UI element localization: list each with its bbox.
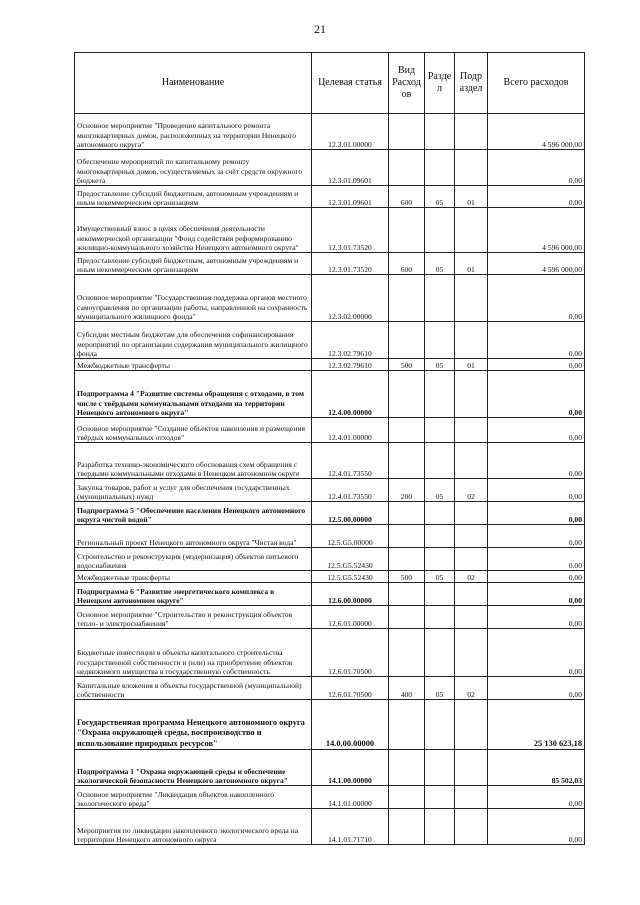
cell-target-article: 14.1.01.71710 (312, 809, 389, 845)
cell-total-expenses: 0,00 (488, 371, 585, 418)
cell-expense-type: 200 (389, 479, 425, 502)
table-row (75, 114, 585, 150)
header-expense-type: Вид Расход ов (389, 53, 425, 114)
cell-name: Основное мероприятие "Ликвидация объектов накопленного экологического вреда" (75, 786, 312, 809)
cell-subsection (455, 502, 488, 525)
cell-section (425, 275, 455, 322)
cell-name: Капитальные вложения в объекты государственной (муниципальной) собственности (75, 677, 312, 700)
cell-target-article: 12.5.G5.52430 (312, 548, 389, 571)
cell-subsection (455, 525, 488, 548)
table-row (75, 479, 585, 502)
cell-target-article: 12.3.01.00000 (312, 114, 389, 150)
cell-name: Бюджетные инвестиции в объекты капитального строительства государственной собственности и (или) на приобретение объектов недвижимого имущества в государственную собственность (75, 629, 312, 677)
cell-subsection (455, 275, 488, 322)
cell-target-article: 12.5.G5.52430 (312, 571, 389, 583)
cell-target-article: 12.3.01.73520 (312, 208, 389, 253)
table-row (75, 371, 585, 418)
cell-total-expenses: 0,00 (488, 322, 585, 359)
cell-section (425, 322, 455, 359)
cell-section: 05 (425, 186, 455, 208)
table-row (75, 525, 585, 548)
header-section: Разде л (425, 53, 455, 114)
cell-total-expenses: 0,00 (488, 606, 585, 629)
cell-total-expenses: 0,00 (488, 677, 585, 700)
cell-section (425, 418, 455, 443)
cell-section (425, 809, 455, 845)
cell-target-article: 12.5.00.00000 (312, 502, 389, 525)
cell-expense-type: 600 (389, 253, 425, 275)
cell-section: 05 (425, 359, 455, 371)
cell-name: Имущественный взнос в целях обеспечения деятельности некоммерческой организации "Фонд содействия реформированию жилищно-коммунального хозяйства Ненецкого автономного округа" (75, 208, 312, 253)
cell-name: Государственная программа Ненецкого автономного округа "Охрана окружающей среды, воспроизводство и использование природных ресурсов" (75, 700, 312, 750)
cell-total-expenses: 0,00 (488, 418, 585, 443)
cell-expense-type (389, 418, 425, 443)
cell-subsection (455, 371, 488, 418)
cell-target-article: 12.6.01.70500 (312, 629, 389, 677)
budget-table (74, 52, 585, 845)
cell-target-article: 12.4.00.00000 (312, 371, 389, 418)
table-row (75, 208, 585, 253)
cell-total-expenses: 0,00 (488, 502, 585, 525)
cell-total-expenses: 0,00 (488, 150, 585, 186)
cell-target-article: 12.4.01.73550 (312, 479, 389, 502)
cell-expense-type: 500 (389, 571, 425, 583)
cell-expense-type (389, 208, 425, 253)
cell-target-article: 12.6.00.00000 (312, 583, 389, 606)
cell-target-article: 14.1.01.00000 (312, 786, 389, 809)
cell-total-expenses: 0,00 (488, 186, 585, 208)
cell-expense-type (389, 629, 425, 677)
cell-expense-type (389, 502, 425, 525)
table-header-row (75, 53, 585, 114)
cell-name: Подпрограмма 4 "Развитие системы обращения с отходами, в том числе с твёрдыми коммунальными отходами на территории Ненецкого автономного округа" (75, 371, 312, 418)
cell-name: Закупка товаров, работ и услуг для обеспечения государственных (муниципальных) нужд (75, 479, 312, 502)
cell-subsection: 02 (455, 479, 488, 502)
cell-expense-type (389, 322, 425, 359)
table-row (75, 418, 585, 443)
cell-target-article: 12.6.01.00000 (312, 606, 389, 629)
cell-subsection (455, 606, 488, 629)
cell-name: Региональный проект Ненецкого автономного округа "Чистая вода" (75, 525, 312, 548)
cell-subsection (455, 114, 488, 150)
cell-subsection (455, 809, 488, 845)
table-row (75, 786, 585, 809)
cell-subsection (455, 583, 488, 606)
cell-name: Подпрограмма 1 "Охрана окружающей среды и обеспечение экологической безопасности Ненецкого автономного округа" (75, 750, 312, 786)
cell-section (425, 371, 455, 418)
cell-section (425, 629, 455, 677)
cell-name: Предоставление субсидий бюджетным, автономным учреждениям и иным некоммерческим организациям (75, 253, 312, 275)
cell-expense-type (389, 700, 425, 750)
cell-section: 05 (425, 479, 455, 502)
cell-section (425, 114, 455, 150)
table-row (75, 571, 585, 583)
cell-expense-type (389, 750, 425, 786)
cell-section: 05 (425, 571, 455, 583)
table-row (75, 677, 585, 700)
cell-name: Межбюджетные трансферты (75, 571, 312, 583)
cell-target-article: 12.3.02.79610 (312, 322, 389, 359)
cell-subsection: 02 (455, 677, 488, 700)
cell-name: Подпрограмма 5 "Обеспечение населения Ненецкого автономного округа чистой водой" (75, 502, 312, 525)
cell-name: Межбюджетные трансферты (75, 359, 312, 371)
cell-total-expenses: 0,00 (488, 809, 585, 845)
table-row (75, 186, 585, 208)
cell-subsection (455, 629, 488, 677)
cell-total-expenses: 4 596 000,00 (488, 208, 585, 253)
cell-section (425, 208, 455, 253)
cell-section (425, 583, 455, 606)
cell-target-article: 12.4.01.00000 (312, 418, 389, 443)
cell-section (425, 150, 455, 186)
cell-target-article: 14.1.00.00000 (312, 750, 389, 786)
header-target-article: Целевая статья (312, 53, 389, 114)
cell-subsection (455, 208, 488, 253)
cell-subsection (455, 322, 488, 359)
cell-section (425, 606, 455, 629)
cell-name: Строительство и реконструкция (модернизация) объектов питьевого водоснабжения (75, 548, 312, 571)
cell-name: Субсидии местным бюджетам для обеспечения софинансирования мероприятий по организации содержания муниципального жилищного фонда (75, 322, 312, 359)
table-row (75, 502, 585, 525)
cell-name: Обеспечение мероприятий по капитальному ремонту многоквартирных домов, осуществляемых за счёт средств окружного бюджета (75, 150, 312, 186)
cell-expense-type: 400 (389, 677, 425, 700)
header-subsection: Подр аздел (455, 53, 488, 114)
header-name: Наименование (75, 53, 312, 114)
cell-section: 05 (425, 677, 455, 700)
cell-subsection: 02 (455, 571, 488, 583)
cell-subsection (455, 548, 488, 571)
cell-total-expenses: 0,00 (488, 629, 585, 677)
table-row (75, 583, 585, 606)
cell-expense-type (389, 606, 425, 629)
cell-name: Подпрограмма 6 "Развитие энергетического комплекса в Ненецком автономном округе" (75, 583, 312, 606)
cell-expense-type (389, 114, 425, 150)
table-row (75, 150, 585, 186)
cell-subsection: 01 (455, 186, 488, 208)
cell-total-expenses: 25 130 623,18 (488, 700, 585, 750)
cell-target-article: 14.0.00.00000 (312, 700, 389, 750)
cell-subsection: 01 (455, 253, 488, 275)
cell-subsection (455, 700, 488, 750)
page-number: 21 (314, 22, 326, 36)
cell-section (425, 548, 455, 571)
header-total-expenses: Всего расходов (488, 53, 585, 114)
cell-total-expenses: 0,00 (488, 571, 585, 583)
cell-subsection (455, 443, 488, 479)
table-row (75, 700, 585, 750)
cell-name: Основное мероприятие "Строительство и реконструкция объектов тепло- и электроснабжения" (75, 606, 312, 629)
cell-name: Основное мероприятие "Государственная поддержка органов местного самоуправления по организации работы, направленной на сохранность муниципального жилищного фонда" (75, 275, 312, 322)
cell-target-article: 12.3.01.09601 (312, 150, 389, 186)
cell-target-article: 12.3.02.00000 (312, 275, 389, 322)
cell-total-expenses: 4 596 000,00 (488, 253, 585, 275)
cell-expense-type: 500 (389, 359, 425, 371)
cell-target-article: 12.6.01.70500 (312, 677, 389, 700)
cell-target-article: 12.5.G5.00000 (312, 525, 389, 548)
cell-expense-type (389, 786, 425, 809)
cell-total-expenses: 0,00 (488, 479, 585, 502)
cell-name: Мероприятия по ликвидации накопленного экологического вреда на территории Ненецкого автономного округа (75, 809, 312, 845)
cell-expense-type (389, 371, 425, 418)
table-row (75, 253, 585, 275)
cell-total-expenses: 0,00 (488, 525, 585, 548)
cell-target-article: 12.3.01.09601 (312, 186, 389, 208)
cell-expense-type: 600 (389, 186, 425, 208)
cell-total-expenses: 0,00 (488, 583, 585, 606)
cell-section (425, 750, 455, 786)
cell-name: Предоставление субсидий бюджетным, автономным учреждениям и иным некоммерческим организациям (75, 186, 312, 208)
cell-subsection (455, 150, 488, 186)
cell-expense-type (389, 275, 425, 322)
cell-name: Основное мероприятие "Проведение капитального ремонта многоквартирных домов, расположенных на территории Ненецкого автономного округа" (75, 114, 312, 150)
cell-expense-type (389, 443, 425, 479)
cell-total-expenses: 0,00 (488, 275, 585, 322)
table-row (75, 359, 585, 371)
table-body (75, 114, 585, 845)
cell-subsection (455, 750, 488, 786)
cell-section (425, 700, 455, 750)
table-row (75, 606, 585, 629)
table-row (75, 809, 585, 845)
cell-total-expenses: 0,00 (488, 443, 585, 479)
cell-name: Основное мероприятие "Создание объектов накопления и размещения твёрдых коммунальных отходов" (75, 418, 312, 443)
table-row (75, 548, 585, 571)
cell-section (425, 786, 455, 809)
cell-total-expenses: 0,00 (488, 786, 585, 809)
table-row (75, 322, 585, 359)
cell-expense-type (389, 548, 425, 571)
cell-section: 05 (425, 253, 455, 275)
table-row (75, 629, 585, 677)
cell-section (425, 525, 455, 548)
cell-expense-type (389, 150, 425, 186)
cell-subsection: 01 (455, 359, 488, 371)
cell-target-article: 12.4.01.73550 (312, 443, 389, 479)
cell-expense-type (389, 583, 425, 606)
cell-total-expenses: 0,00 (488, 548, 585, 571)
table-row (75, 750, 585, 786)
cell-total-expenses: 85 502,03 (488, 750, 585, 786)
cell-target-article: 12.3.01.73520 (312, 253, 389, 275)
cell-name: Разработка технико-экономического обоснования схем обращения с твердыми коммунальными отходами в Ненецком автономном округе (75, 443, 312, 479)
cell-subsection (455, 418, 488, 443)
table-row (75, 275, 585, 322)
cell-target-article: 12.3.02.79610 (312, 359, 389, 371)
cell-expense-type (389, 525, 425, 548)
cell-section (425, 502, 455, 525)
cell-expense-type (389, 809, 425, 845)
cell-total-expenses: 4 596 000,00 (488, 114, 585, 150)
cell-section (425, 443, 455, 479)
cell-total-expenses: 0,00 (488, 359, 585, 371)
table-row (75, 443, 585, 479)
cell-subsection (455, 786, 488, 809)
